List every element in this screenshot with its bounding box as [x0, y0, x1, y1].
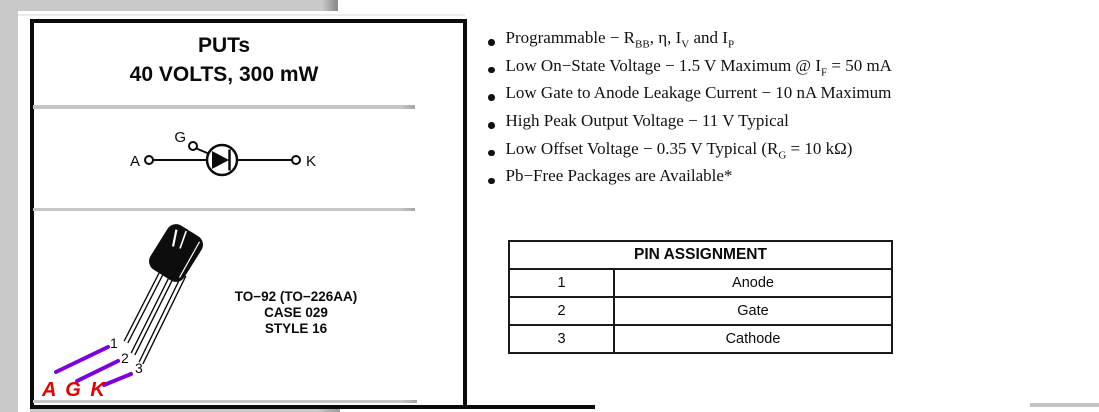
pin-number-cell: 2 — [509, 297, 614, 325]
annotation-line-cathode — [104, 374, 131, 385]
feature-bullet-item — [488, 56, 1088, 84]
feature-bullet-text: Pb−Free Packages are Available* — [505, 166, 733, 186]
device-title-line2: 40 VOLTS, 300 mW — [129, 63, 319, 86]
package-caption-line2: CASE 029 — [264, 305, 328, 320]
annotation-line-gate — [77, 361, 118, 381]
table-row — [509, 269, 892, 297]
features-list — [488, 28, 1088, 194]
scan-edge-top — [0, 0, 338, 11]
bullet-dot — [488, 94, 495, 101]
scan-shadow-line — [18, 14, 465, 16]
feature-bullet-text: High Peak Output Voltage − 11 V Typical — [505, 111, 789, 131]
feature-bullet-item — [488, 83, 1088, 111]
bullet-dot — [488, 178, 495, 185]
symbol-gate-label: G — [174, 129, 186, 146]
anode-terminal-circle — [145, 156, 153, 164]
left-panel-graphics — [30, 19, 467, 409]
symbol-anode-label: A — [129, 153, 140, 170]
gate-lead-line — [197, 149, 210, 155]
feature-bullet-text: Low Offset Voltage − 0.35 V Typical ($R_G = 10$ kΩ) — [505, 138, 853, 162]
scan-edge-bottom-right — [1030, 403, 1099, 407]
feature-bullet-item — [488, 111, 1088, 139]
pin-number-2: 2 — [121, 350, 129, 366]
bullet-dot — [488, 150, 495, 157]
pin-table-header-row — [509, 241, 892, 269]
package-caption-line1: TO−92 (TO−226AA) — [234, 289, 358, 304]
device-title-line1: PUTs — [197, 34, 251, 57]
cathode-terminal-circle — [292, 156, 300, 164]
pin-name-cell: Cathode — [614, 325, 892, 353]
bullet-dot — [488, 67, 495, 74]
annotation-agk-label: A G K — [42, 379, 107, 401]
feature-bullet-text: Low On−State Voltage − 1.5 V Maximum @ $I_F = 50$ mA — [505, 55, 892, 79]
bullet-dot — [488, 122, 495, 129]
package-body — [145, 220, 206, 285]
table-row — [509, 325, 892, 353]
pin-assignment-table — [508, 240, 893, 354]
pin-number-cell: 1 — [509, 269, 614, 297]
feature-bullet-item — [488, 139, 1088, 167]
feature-bullet-item — [488, 166, 1088, 194]
gate-terminal-circle — [189, 142, 197, 150]
package-caption-line3: STYLE 16 — [264, 321, 328, 336]
put-circuit-symbol-diagram — [130, 129, 316, 175]
pin-number-cell: 3 — [509, 325, 614, 353]
box-bottom-line-extension — [467, 405, 595, 409]
pin-number-1: 1 — [110, 335, 118, 351]
table-row — [509, 297, 892, 325]
pin-name-cell: Gate — [614, 297, 892, 325]
pin-table-title: PIN ASSIGNMENT — [509, 241, 892, 269]
bullet-dot — [488, 39, 495, 46]
feature-bullet-text: Low Gate to Anode Leakage Current − 10 nA Maximum — [505, 83, 892, 103]
package-caption — [235, 289, 358, 336]
scan-edge-left — [0, 0, 18, 412]
feature-bullet-item — [488, 28, 1088, 56]
symbol-cathode-label: K — [306, 153, 317, 170]
pin-number-3: 3 — [135, 360, 143, 376]
to92-package-drawing — [41, 220, 357, 401]
feature-bullet-text: Programmable − $R_{BB}$, η, $I_V$ and $I_P$ — [505, 28, 735, 51]
pin-name-cell: Anode — [614, 269, 892, 297]
